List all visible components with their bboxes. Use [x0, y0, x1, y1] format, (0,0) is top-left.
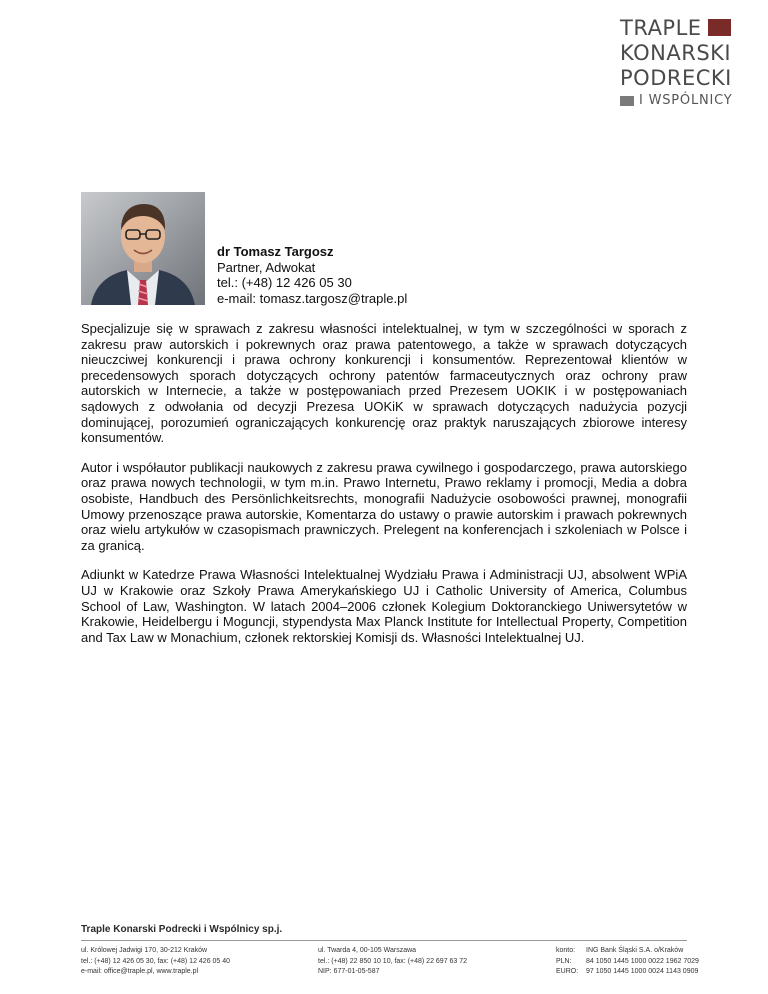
footer-line[interactable]: e-mail: office@traple.pl, www.traple.pl	[81, 968, 199, 975]
footer-company-name: Traple Konarski Podrecki i Wspólnicy sp.j.	[81, 924, 283, 935]
portrait-photo	[81, 192, 205, 305]
logo-subtitle: I WSPÓLNICY	[639, 93, 733, 108]
footer-line: tel.: (+48) 22 850 10 10, fax: (+48) 22 697 63 72	[318, 957, 468, 965]
footer-line: ul. Królowej Jadwigi 170, 30-212 Kraków	[81, 947, 208, 954]
footer-bank-accounts	[556, 946, 699, 978]
logo-line-2: KONARSKI	[620, 41, 732, 65]
footer-bank-row: EURO: 97 1050 1445 1000 0024 1143 0909	[556, 968, 699, 975]
logo-line-1: TRAPLE	[620, 16, 760, 41]
person-phone: tel.: (+48) 12 426 05 30	[217, 275, 352, 290]
company-logo	[620, 16, 760, 108]
portrait-illustration	[81, 192, 205, 305]
person-name: dr Tomasz Targosz	[217, 244, 334, 259]
footer-warsaw-address	[318, 946, 467, 978]
footer-krakow-address	[81, 946, 230, 978]
footer-bank-row: konto: ING Bank Śląski S.A. o/Kraków	[556, 947, 684, 954]
logo-subtitle-row	[620, 93, 760, 108]
logo-line-3: PODRECKI	[620, 66, 732, 90]
footer-line: NIP: 677-01-05-587	[318, 968, 380, 975]
logo-red-square	[708, 19, 731, 36]
footer-divider	[81, 940, 687, 941]
logo-grey-square	[620, 96, 634, 106]
footer-line: ul. Twarda 4, 00-105 Warszawa	[318, 947, 417, 954]
person-position: Partner, Adwokat	[217, 259, 316, 275]
bio-paragraph-publications: Autor i współautor publikacji naukowych z zakresu prawa cywilnego i gospodarczego, prawa autorskiego oraz prawa nowych technologii, w tym m.in. Prawo Internetu, Prawo reklamy i promocji, Media a dobra osobiste, Handbuch des Persönlichkeitsrechts, monografii Nadużycie osobowości prawnej, monografii Umowy przenoszące prawa autorskie, Komentarza do ustawy o prawie autorskim i prawach pokrewnych oraz wielu artykułów w czasopismach prawniczych. Prelegent na konferencjach i szkoleniach w Polsce i za granicą.	[81, 459, 687, 553]
footer-line: tel.: (+48) 12 426 05 30, fax: (+48) 12 426 05 40	[81, 957, 231, 965]
person-email[interactable]: e-mail: tomasz.targosz@traple.pl	[217, 290, 408, 306]
bio-body	[81, 321, 687, 659]
contact-block	[217, 244, 407, 306]
bio-paragraph-academic: Adiunkt w Katedrze Prawa Własności Intelektualnej Wydziału Prawa i Administracji UJ, absolwent WPiA UJ w Krakowie oraz Szkoły Prawa Amerykańskiego UJ i Catholic University of America, Columbus School of Law, Washington. W latach 2004–2006 członek Kolegium Doktoranckiego Uniwersytetów w Krakowie, Heidelbergu i Moguncji, stypendysta Max Planck Institute for Intellectual Property, Competition and Tax Law w Monachium, członek rektorskiej Komisji ds. Własności Intelektualnej UJ.	[81, 567, 687, 645]
bio-paragraph-specialization: Specjalizuje się w sprawach z zakresu własności intelektualnej, w tym w szczególności w sporach z zakresu praw autorskich i pokrewnych oraz prawa patentowego, a także w sprawach dotyczących nieuczciwej konkurencji i prawa ochrony konkurencji i konsumentów. Reprezentował klientów w precedensowych sporach dotyczących ochrony patentów farmaceutycznych oraz ochrony praw autorskich w Internecie, a także w postępowaniach przed Prezesem UOKIK i w postępowaniach sądowych z odwołania od decyzji Prezesa UOKiK w sprawach dotyczących nadużycia pozycji dominującej, porozumień ograniczających konkurencję oraz praktyk naruszających zbiorowe interesy konsumentów.	[81, 321, 687, 446]
footer-bank-row: PLN: 84 1050 1445 1000 0022 1962 7029	[556, 957, 699, 965]
